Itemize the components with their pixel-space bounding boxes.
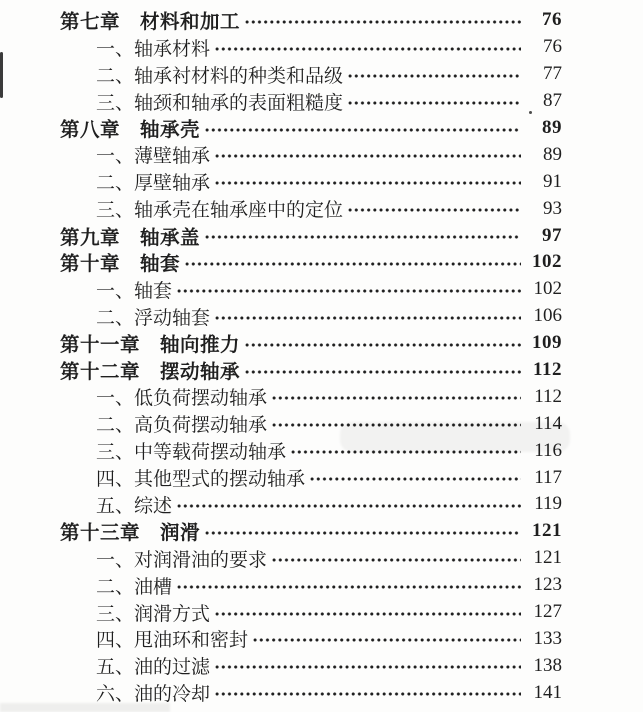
toc-entry <box>60 303 562 330</box>
page-number: 93 <box>543 197 562 219</box>
toc-entry <box>60 410 562 437</box>
entry-title: 轴承盖 <box>140 225 201 249</box>
page-number: 123 <box>533 574 562 596</box>
entry-title: 薄壁轴承 <box>134 145 211 168</box>
page-number: 91 <box>543 170 562 192</box>
entry-number: 第八章 <box>60 118 121 142</box>
dot-leader <box>347 72 521 80</box>
dot-leader <box>184 260 521 268</box>
dot-leader <box>244 341 521 349</box>
dot-leader <box>214 179 521 187</box>
entry-title: 轴承衬材料的种类和品级 <box>134 64 344 87</box>
toc-entry <box>60 249 562 276</box>
toc-entry <box>60 599 562 626</box>
entry-title: 厚壁轴承 <box>134 172 211 195</box>
dot-leader <box>347 206 521 214</box>
entry-title: 轴承材料 <box>134 37 211 60</box>
page-number: 141 <box>533 681 562 703</box>
entry-title: 轴颈和轴承的表面粗糙度 <box>134 91 344 114</box>
dot-leader <box>244 368 521 376</box>
table-of-contents <box>60 7 562 708</box>
entry-number: 六、 <box>96 683 135 706</box>
page-number: 109 <box>532 332 562 354</box>
toc-entry <box>60 88 562 115</box>
entry-title: 轴承壳 <box>140 118 201 142</box>
page-number: 116 <box>534 439 562 461</box>
dot-leader <box>252 636 521 644</box>
dot-leader <box>271 421 521 429</box>
dot-leader <box>347 99 521 107</box>
dot-leader <box>176 583 521 591</box>
page-number: 127 <box>533 601 562 623</box>
toc-entry <box>60 518 562 545</box>
toc-entry <box>60 383 562 410</box>
entry-number: 第十章 <box>60 252 121 276</box>
entry-title: 浮动轴套 <box>134 306 211 329</box>
page-number: 102 <box>532 251 562 273</box>
entry-title: 润滑方式 <box>134 602 211 625</box>
entry-title: 轴套 <box>134 279 173 302</box>
entry-number: 第七章 <box>60 10 121 34</box>
dot-leader <box>214 610 521 618</box>
entry-number: 五、 <box>96 656 135 679</box>
entry-number: 二、 <box>96 306 135 329</box>
entry-number: 二、 <box>96 172 135 195</box>
entry-number: 一、 <box>96 387 135 410</box>
entry-number: 第九章 <box>60 225 121 249</box>
scan-edge-mark <box>0 52 3 98</box>
page-number: 138 <box>533 654 562 676</box>
dot-leader <box>214 45 521 53</box>
toc-entry <box>60 491 562 518</box>
entry-number: 三、 <box>96 91 135 114</box>
page-number: 76 <box>543 36 562 58</box>
toc-entry <box>60 679 562 706</box>
entry-title: 材料和加工 <box>140 10 241 34</box>
dot-leader <box>176 287 521 295</box>
dot-leader <box>290 448 521 456</box>
entry-number: 三、 <box>96 602 135 625</box>
toc-entry <box>60 195 562 222</box>
dot-leader <box>176 502 521 510</box>
page-number: 133 <box>533 627 562 649</box>
entry-number: 三、 <box>96 199 135 222</box>
page-number: 112 <box>534 385 562 407</box>
page-number: 89 <box>543 143 562 165</box>
toc-entry <box>60 276 562 303</box>
entry-title: 低负荷摆动轴承 <box>134 387 268 410</box>
page-number: 119 <box>534 493 562 515</box>
toc-entry <box>60 168 562 195</box>
entry-number: 一、 <box>96 548 135 571</box>
dot-leader <box>214 663 521 671</box>
entry-number: 一、 <box>96 145 135 168</box>
page-number: 76 <box>542 9 562 31</box>
toc-entry <box>60 464 562 491</box>
entry-title: 轴承壳在轴承座中的定位 <box>134 199 344 222</box>
dot-leader <box>214 690 521 698</box>
entry-number: 第十三章 <box>60 521 141 545</box>
toc-entry <box>60 222 562 249</box>
page-number: 112 <box>533 359 562 381</box>
entry-number: 一、 <box>96 279 135 302</box>
entry-number: 一、 <box>96 37 135 60</box>
dot-leader <box>271 394 521 402</box>
dot-leader <box>204 529 521 537</box>
page-number: 117 <box>534 466 562 488</box>
entry-title: 润滑 <box>160 521 201 545</box>
page-number: 106 <box>533 305 562 327</box>
toc-entry <box>60 61 562 88</box>
entry-number: 二、 <box>96 575 135 598</box>
dot-leader <box>271 556 521 564</box>
page-number: 97 <box>542 224 562 246</box>
dot-leader <box>214 152 521 160</box>
page-number: 87 <box>543 90 562 112</box>
entry-title: 摆动轴承 <box>160 360 241 384</box>
entry-number: 四、 <box>96 629 135 652</box>
entry-title: 轴向推力 <box>160 333 241 357</box>
toc-entry <box>60 7 562 34</box>
toc-entry <box>60 330 562 357</box>
entry-number: 四、 <box>96 468 135 491</box>
entry-number: 三、 <box>96 441 135 464</box>
page-number: 77 <box>543 63 562 85</box>
entry-title: 油的过滤 <box>134 656 211 679</box>
entry-title: 甩油环和密封 <box>134 629 249 652</box>
page-number: 121 <box>532 520 562 542</box>
entry-number: 第十二章 <box>60 360 141 384</box>
toc-entry <box>60 545 562 572</box>
toc-entry <box>60 652 562 679</box>
entry-title: 高负荷摆动轴承 <box>134 414 268 437</box>
entry-title: 其他型式的摆动轴承 <box>134 468 306 491</box>
entry-title: 油的冷却 <box>134 683 211 706</box>
toc-entry <box>60 115 562 142</box>
entry-title: 油槽 <box>134 575 173 598</box>
entry-title: 综述 <box>134 494 173 517</box>
page-number: 114 <box>534 412 562 434</box>
entry-number: 第十一章 <box>60 333 141 357</box>
dot-leader <box>204 233 521 241</box>
dot-leader <box>309 475 521 483</box>
toc-entry <box>60 141 562 168</box>
entry-title: 轴套 <box>140 252 181 276</box>
toc-entry <box>60 34 562 61</box>
dot-leader <box>244 18 521 26</box>
page-number: 121 <box>533 547 562 569</box>
entry-title: 对润滑油的要求 <box>134 548 268 571</box>
dot-leader <box>204 126 521 134</box>
entry-title: 中等载荷摆动轴承 <box>134 441 287 464</box>
page-number: 89 <box>542 117 562 138</box>
entry-number: 二、 <box>96 414 135 437</box>
toc-entry <box>60 437 562 464</box>
entry-number: 二、 <box>96 64 135 87</box>
entry-number: 五、 <box>96 494 135 517</box>
toc-entry <box>60 357 562 384</box>
dot-leader <box>214 314 521 322</box>
toc-entry <box>60 572 562 599</box>
page-number: 102 <box>533 278 562 300</box>
toc-entry <box>60 625 562 652</box>
